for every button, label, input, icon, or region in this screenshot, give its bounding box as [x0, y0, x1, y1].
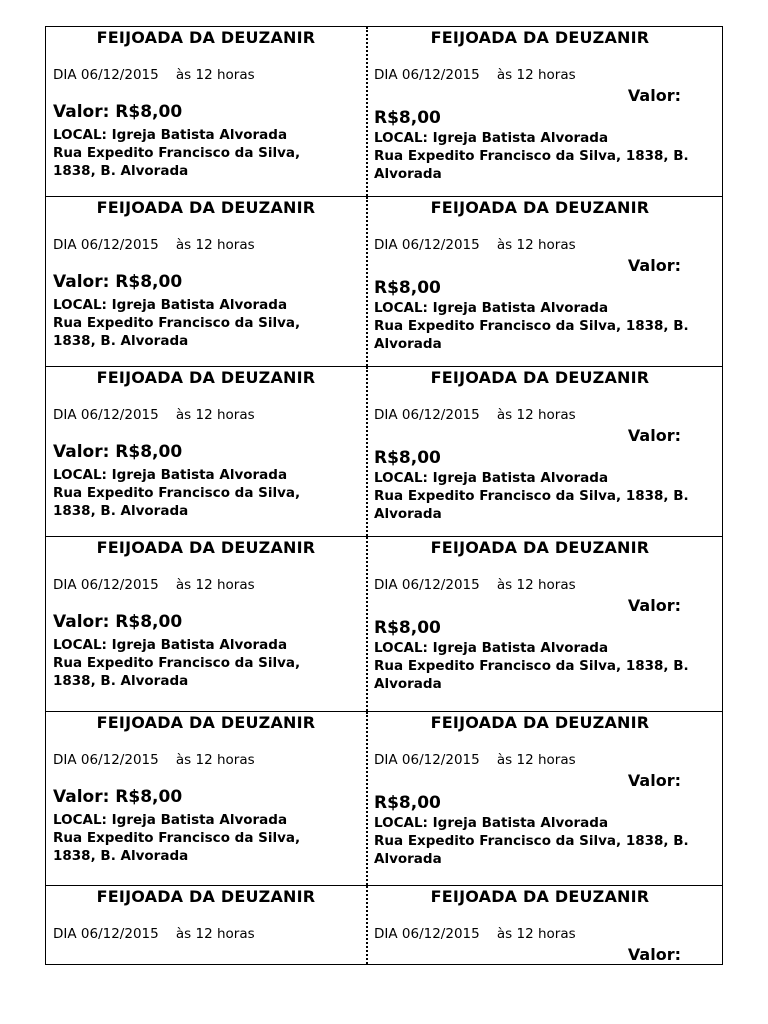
ticket-date	[53, 407, 255, 423]
ticket-title: FEIJOADA DA DEUZANIR	[430, 887, 650, 906]
ticket-row	[46, 27, 722, 197]
ticket-title: FEIJOADA DA DEUZANIR	[430, 198, 650, 217]
address-line-1: Rua Expedito Francisco da Silva,	[53, 830, 301, 846]
time-text: às 12 horas	[496, 237, 576, 253]
ticket-price: R$8,00	[374, 793, 441, 813]
ticket-title: FEIJOADA DA DEUZANIR	[96, 198, 316, 217]
ticket-date	[53, 237, 255, 253]
ticket-title: FEIJOADA DA DEUZANIR	[96, 713, 316, 732]
ticket-location	[53, 126, 353, 180]
date-text: DIA 06/12/2015	[374, 67, 480, 83]
address-line-1: Rua Expedito Francisco da Silva, 1838, B.	[374, 488, 689, 504]
address-line-2: Alvorada	[374, 676, 442, 692]
ticket-date	[53, 926, 255, 942]
address-line-1: Rua Expedito Francisco da Silva,	[53, 485, 301, 501]
address-line-2: Alvorada	[374, 166, 442, 182]
location-name: LOCAL: Igreja Batista Alvorada	[53, 812, 288, 828]
ticket-location	[374, 129, 719, 183]
address-line-2: Alvorada	[374, 336, 442, 352]
ticket-right	[368, 197, 722, 366]
location-name: LOCAL: Igreja Batista Alvorada	[53, 127, 288, 143]
ticket-date	[374, 237, 576, 253]
ticket-row	[46, 197, 722, 367]
ticket-price: Valor: R$8,00	[53, 102, 183, 122]
ticket-title: FEIJOADA DA DEUZANIR	[430, 713, 650, 732]
time-text: às 12 horas	[496, 407, 576, 423]
time-text: às 12 horas	[175, 577, 255, 593]
time-text: às 12 horas	[496, 67, 576, 83]
time-text: às 12 horas	[496, 926, 576, 942]
ticket-location	[374, 639, 719, 693]
ticket-price: R$8,00	[374, 278, 441, 298]
ticket-title: FEIJOADA DA DEUZANIR	[430, 28, 650, 47]
ticket-price: R$8,00	[374, 618, 441, 638]
date-text: DIA 06/12/2015	[53, 926, 159, 942]
valor-label: Valor:	[627, 86, 681, 105]
time-text: às 12 horas	[175, 752, 255, 768]
ticket-title: FEIJOADA DA DEUZANIR	[96, 368, 316, 387]
address-line-1: Rua Expedito Francisco da Silva, 1838, B.	[374, 833, 689, 849]
address-line-2: 1838, B. Alvorada	[53, 673, 189, 689]
ticket-location	[374, 814, 719, 868]
address-line-2: Alvorada	[374, 851, 442, 867]
ticket-date	[374, 577, 576, 593]
ticket-date	[374, 67, 576, 83]
ticket-row	[46, 712, 722, 886]
address-line-1: Rua Expedito Francisco da Silva, 1838, B.	[374, 658, 689, 674]
ticket-date	[374, 407, 576, 423]
date-text: DIA 06/12/2015	[53, 237, 159, 253]
location-name: LOCAL: Igreja Batista Alvorada	[53, 467, 288, 483]
ticket-left	[46, 712, 366, 885]
valor-label: Valor:	[627, 771, 681, 790]
valor-label: Valor:	[627, 426, 681, 445]
address-line-2: Alvorada	[374, 506, 442, 522]
address-line-2: 1838, B. Alvorada	[53, 333, 189, 349]
time-text: às 12 horas	[175, 237, 255, 253]
ticket-row	[46, 886, 722, 964]
ticket-date	[374, 926, 576, 942]
ticket-location	[374, 469, 719, 523]
ticket-title: FEIJOADA DA DEUZANIR	[96, 538, 316, 557]
valor-label: Valor:	[627, 596, 681, 615]
ticket-location	[53, 296, 353, 350]
ticket-left	[46, 27, 366, 196]
address-line-1: Rua Expedito Francisco da Silva,	[53, 145, 301, 161]
ticket-price: R$8,00	[374, 108, 441, 128]
date-text: DIA 06/12/2015	[374, 237, 480, 253]
location-name: LOCAL: Igreja Batista Alvorada	[374, 130, 609, 146]
date-text: DIA 06/12/2015	[374, 577, 480, 593]
ticket-date	[374, 752, 576, 768]
ticket-right	[368, 537, 722, 711]
ticket-location	[53, 636, 353, 690]
ticket-left	[46, 197, 366, 366]
ticket-title: FEIJOADA DA DEUZANIR	[96, 28, 316, 47]
ticket-right	[368, 27, 722, 196]
address-line-1: Rua Expedito Francisco da Silva, 1838, B.	[374, 148, 689, 164]
time-text: às 12 horas	[496, 577, 576, 593]
location-name: LOCAL: Igreja Batista Alvorada	[53, 637, 288, 653]
date-text: DIA 06/12/2015	[53, 752, 159, 768]
ticket-location	[53, 811, 353, 865]
address-line-2: 1838, B. Alvorada	[53, 503, 189, 519]
location-name: LOCAL: Igreja Batista Alvorada	[374, 815, 609, 831]
location-name: LOCAL: Igreja Batista Alvorada	[374, 470, 609, 486]
date-text: DIA 06/12/2015	[374, 752, 480, 768]
time-text: às 12 horas	[496, 752, 576, 768]
ticket-title: FEIJOADA DA DEUZANIR	[430, 368, 650, 387]
ticket-price: Valor: R$8,00	[53, 787, 183, 807]
ticket-right	[368, 712, 722, 885]
date-text: DIA 06/12/2015	[53, 407, 159, 423]
ticket-location	[374, 299, 719, 353]
ticket-sheet	[45, 26, 723, 965]
date-text: DIA 06/12/2015	[374, 407, 480, 423]
date-text: DIA 06/12/2015	[53, 67, 159, 83]
address-line-2: 1838, B. Alvorada	[53, 163, 189, 179]
ticket-date	[53, 752, 255, 768]
ticket-location	[53, 466, 353, 520]
time-text: às 12 horas	[175, 407, 255, 423]
ticket-left	[46, 886, 366, 964]
ticket-left	[46, 537, 366, 711]
valor-label: Valor:	[627, 945, 681, 964]
ticket-title: FEIJOADA DA DEUZANIR	[430, 538, 650, 557]
location-name: LOCAL: Igreja Batista Alvorada	[374, 300, 609, 316]
time-text: às 12 horas	[175, 67, 255, 83]
ticket-left	[46, 367, 366, 536]
ticket-price: R$8,00	[374, 448, 441, 468]
address-line-1: Rua Expedito Francisco da Silva,	[53, 655, 301, 671]
address-line-1: Rua Expedito Francisco da Silva, 1838, B.	[374, 318, 689, 334]
location-name: LOCAL: Igreja Batista Alvorada	[374, 640, 609, 656]
ticket-title: FEIJOADA DA DEUZANIR	[96, 887, 316, 906]
valor-label: Valor:	[627, 256, 681, 275]
date-text: DIA 06/12/2015	[374, 926, 480, 942]
location-name: LOCAL: Igreja Batista Alvorada	[53, 297, 288, 313]
ticket-right	[368, 886, 722, 964]
ticket-row	[46, 367, 722, 537]
ticket-price: Valor: R$8,00	[53, 272, 183, 292]
address-line-2: 1838, B. Alvorada	[53, 848, 189, 864]
address-line-1: Rua Expedito Francisco da Silva,	[53, 315, 301, 331]
ticket-date	[53, 67, 255, 83]
date-text: DIA 06/12/2015	[53, 577, 159, 593]
ticket-row	[46, 537, 722, 712]
ticket-right	[368, 367, 722, 536]
ticket-date	[53, 577, 255, 593]
ticket-price: Valor: R$8,00	[53, 612, 183, 632]
ticket-price: Valor: R$8,00	[53, 442, 183, 462]
time-text: às 12 horas	[175, 926, 255, 942]
